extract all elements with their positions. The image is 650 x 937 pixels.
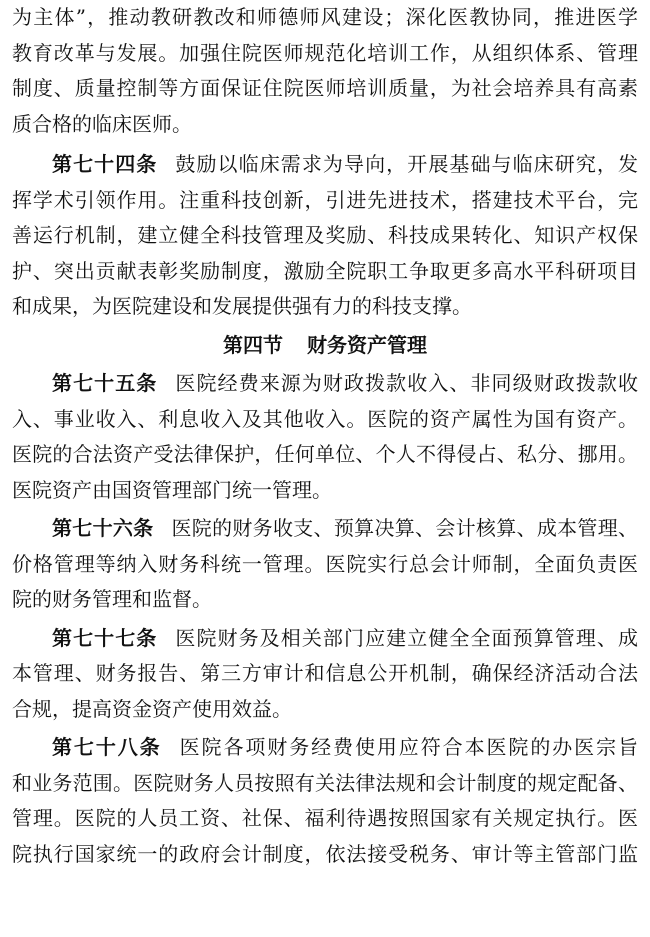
text-line: 教育改革与发展。加强住院医师规范化培训工作，从组织体系、管理: [12, 40, 638, 65]
text-line: 和业务范围。医院财务人员按照有关法律法规和会计制度的规定配备、: [12, 770, 638, 795]
article-76: [12, 511, 638, 618]
section-title: 财务资产管理: [307, 332, 427, 357]
text-line: 善运行机制，建立健全科技管理及奖励、科技成果转化、知识产权保: [12, 223, 638, 247]
article-text: 医院的财务收支、预算决算、会计核算、成本管理、: [171, 516, 639, 540]
article-text: 医院财务及相关部门应建立健全全面预算管理、成: [175, 625, 639, 650]
text-line: 合规，提高资金资产使用效益。: [12, 696, 292, 721]
text-line: 价格管理等纳入财务科统一管理。医院实行总会计师制，全面负责医: [12, 551, 638, 576]
article-first-line: [12, 147, 638, 183]
article-text: 医院经费来源为财政拨款收入、非同级财政拨款收: [175, 371, 639, 395]
article-number: 第七十七条: [52, 625, 158, 650]
text-line: 挥学术引领作用。注重科技创新，引进先进技术，搭建技术平台，完: [12, 187, 638, 212]
section-heading: [12, 328, 638, 364]
text-line: 为主体”，推动教研教改和师德师风建设；深化医教协同，推进医学: [12, 5, 638, 29]
text-line: 护、突出贡献表彰奖励制度，激励全院职工争取更多高水平科研项目: [12, 258, 638, 283]
section-number: 第四节: [223, 332, 283, 357]
text-line: 院执行国家统一的政府会计制度，依法接受税务、审计等主管部门监: [12, 841, 638, 866]
article-number: 第七十五条: [52, 371, 158, 395]
article-number: 第七十八条: [52, 735, 162, 759]
article-first-line: [12, 730, 638, 766]
article-number: 第七十六条: [52, 516, 154, 540]
text-line: 制度、质量控制等方面保证住院医师培训质量，为社会培养具有高素: [12, 76, 638, 100]
text-line: 和成果，为医院建设和发展提供强有力的科技支撑。: [12, 294, 472, 318]
article-first-line: [12, 366, 638, 402]
text-line: 入、事业收入、利息收入及其他收入。医院的资产属性为国有资产。: [12, 406, 638, 431]
text-line: 院的财务管理和监督。: [12, 587, 212, 611]
article-77: [12, 621, 638, 728]
document-page: [12, 0, 638, 872]
article-78: [12, 730, 638, 872]
article-number: 第七十四条: [52, 152, 158, 176]
article-text: 医院各项财务经费使用应符合本医院的办医宗旨: [179, 735, 639, 759]
article-75: [12, 366, 638, 508]
intro-paragraph: [12, 0, 638, 142]
text-line: 管理。医院的人员工资、社保、福利待遇按照国家有关规定执行。医: [12, 806, 638, 830]
text-line: 质合格的临床医师。: [12, 111, 192, 136]
article-first-line: [12, 621, 638, 657]
text-line: 医院资产由国资管理部门统一管理。: [12, 477, 332, 502]
article-text: 鼓励以临床需求为导向，开展基础与临床研究，发: [175, 152, 639, 176]
text-line: 医院的合法资产受法律保护，任何单位、个人不得侵占、私分、挪用。: [12, 442, 638, 466]
text-line: 本管理、财务报告、第三方审计和信息公开机制，确保经济活动合法: [12, 661, 638, 685]
article-first-line: [12, 511, 638, 547]
article-74: [12, 147, 638, 325]
